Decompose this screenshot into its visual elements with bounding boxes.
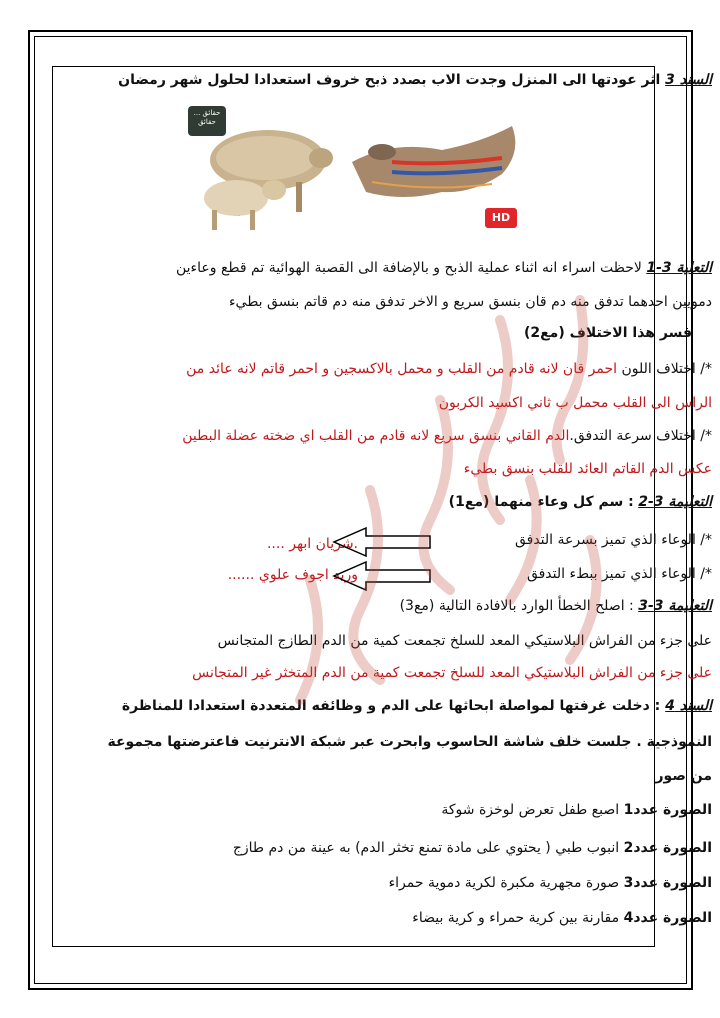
image-4-label: الصورة عدد4 [623, 910, 712, 926]
q32-answer2: وريد اجوف علوي ...... [227, 567, 358, 583]
sanad4-line1-text: : دخلت غرفتها لمواصلة ابحاثها على الدم و وظائفه المتعددة استعدادا للمناظرة [121, 698, 661, 714]
q33-label: التعليمة 3-3 [638, 598, 712, 614]
image-3-label: الصورة عدد3 [623, 875, 712, 891]
arrow-left-icon [332, 526, 432, 558]
sanad4-line2: النموذجية . جلست خلف شاشة الحاسوب وابحرت عبر شبكة الانترنيت فاعترضتها مجموعة [107, 734, 712, 750]
q31-answer2 [6, 428, 712, 444]
sanad4-label: السند 4 [665, 698, 712, 714]
a1-red-text: احمر قان لانه قادم من القلب و محمل بالاكسجين و احمر قاتم لانه عائد من [186, 361, 617, 377]
q31-answer1-cont: الراس الى القلب محمل ب ثاني اكسيد الكربون [438, 395, 712, 411]
q31-line2: دمويين احدهما تدفق منه دم قان بنسق سريع و الاخر تدفق منه دم قاتم بنسق بطيء [228, 294, 712, 310]
sanad4-line1 [6, 698, 712, 714]
q32-label: التعليمة 3-2 [638, 494, 712, 510]
image-2-label: الصورة عدد2 [623, 840, 712, 856]
q32-item1-text: */ الوعاء الذي تميز بسرعة التدفق [514, 532, 712, 548]
a2-label: */ اختلاف سرعة التدفق. [569, 428, 712, 444]
image-item-3 [6, 875, 712, 891]
sanad3-label: السند 3 [665, 72, 712, 88]
image-1-text: اصبع طفل تعرض لوخزة شوكة [441, 802, 620, 818]
image-4-text: مقارنة بين كرية حمراء و كرية بيضاء [412, 910, 620, 926]
q31-line1-text: لاحظت اسراء انه اثناء عملية الذبح و بالإضافة الى القصبة الهوائية تم قطع وعاءين [176, 260, 642, 276]
q32-answer1: .شريان ابهر .... [266, 536, 358, 552]
q33-wrong: على جزء من الفراش البلاستيكي المعد للسلخ تجمعت كمية من الدم الطازج المتجانس [217, 633, 712, 649]
image-item-4 [6, 910, 712, 926]
image-1-label: الصورة عدد1 [623, 802, 712, 818]
q33-corrected: على جزء من الفراش البلاستيكي المعد للسلخ تجمعت كمية من الدم المتخثر غير المتجانس [192, 665, 712, 681]
q32-heading [6, 494, 712, 510]
q32-item2-text: */ الوعاء الذي تميز ببطء التدفق [526, 566, 712, 582]
image-3-text: صورة مجهرية مكبرة لكرية دموية حمراء [388, 875, 620, 891]
q33-prompt: : اصلح الخطأ الوارد بالافادة التالية (مع3) [399, 598, 634, 614]
sanad3-text: اثر عودتها الى المنزل وجدت الاب بصدد ذبح خروف استعدادا لحلول شهر رمضان [118, 72, 661, 88]
content-bottom-rule [52, 946, 655, 947]
image-item-2 [6, 840, 712, 856]
q31-label: التعلية 3-1 [646, 260, 712, 276]
q31-prompt: فسر هذا الاختلاف (مع2) [523, 325, 692, 341]
a1-label: */ اختلاف اللون [621, 361, 712, 377]
q31-answer2-cont: عكس الدم القاتم العائد للقلب بنسق بطيء [463, 461, 712, 477]
q32-prompt: : سم كل وعاء منهما (مع1) [448, 494, 634, 510]
q33-heading [6, 598, 712, 614]
image-2-text: انبوب طبي ( يحتوي على مادة تمنع تخثر الدم) به عينة من دم طازج [232, 840, 620, 856]
hd-badge: HD [485, 208, 517, 228]
sanad4-line3: من صور [655, 768, 712, 784]
logo-text: حقائق ... حقائق [193, 109, 221, 126]
sheep-image [186, 120, 336, 232]
a2-red-text: الدم القاني بنسق سريع لانه قادم من القلب اي ضخته عضلة البطين [182, 428, 570, 444]
sanad3-line [6, 72, 712, 88]
q31-answer1 [6, 361, 712, 377]
q31-line1 [6, 260, 712, 276]
image-item-1 [6, 802, 712, 818]
arrow-left-icon [332, 560, 432, 592]
